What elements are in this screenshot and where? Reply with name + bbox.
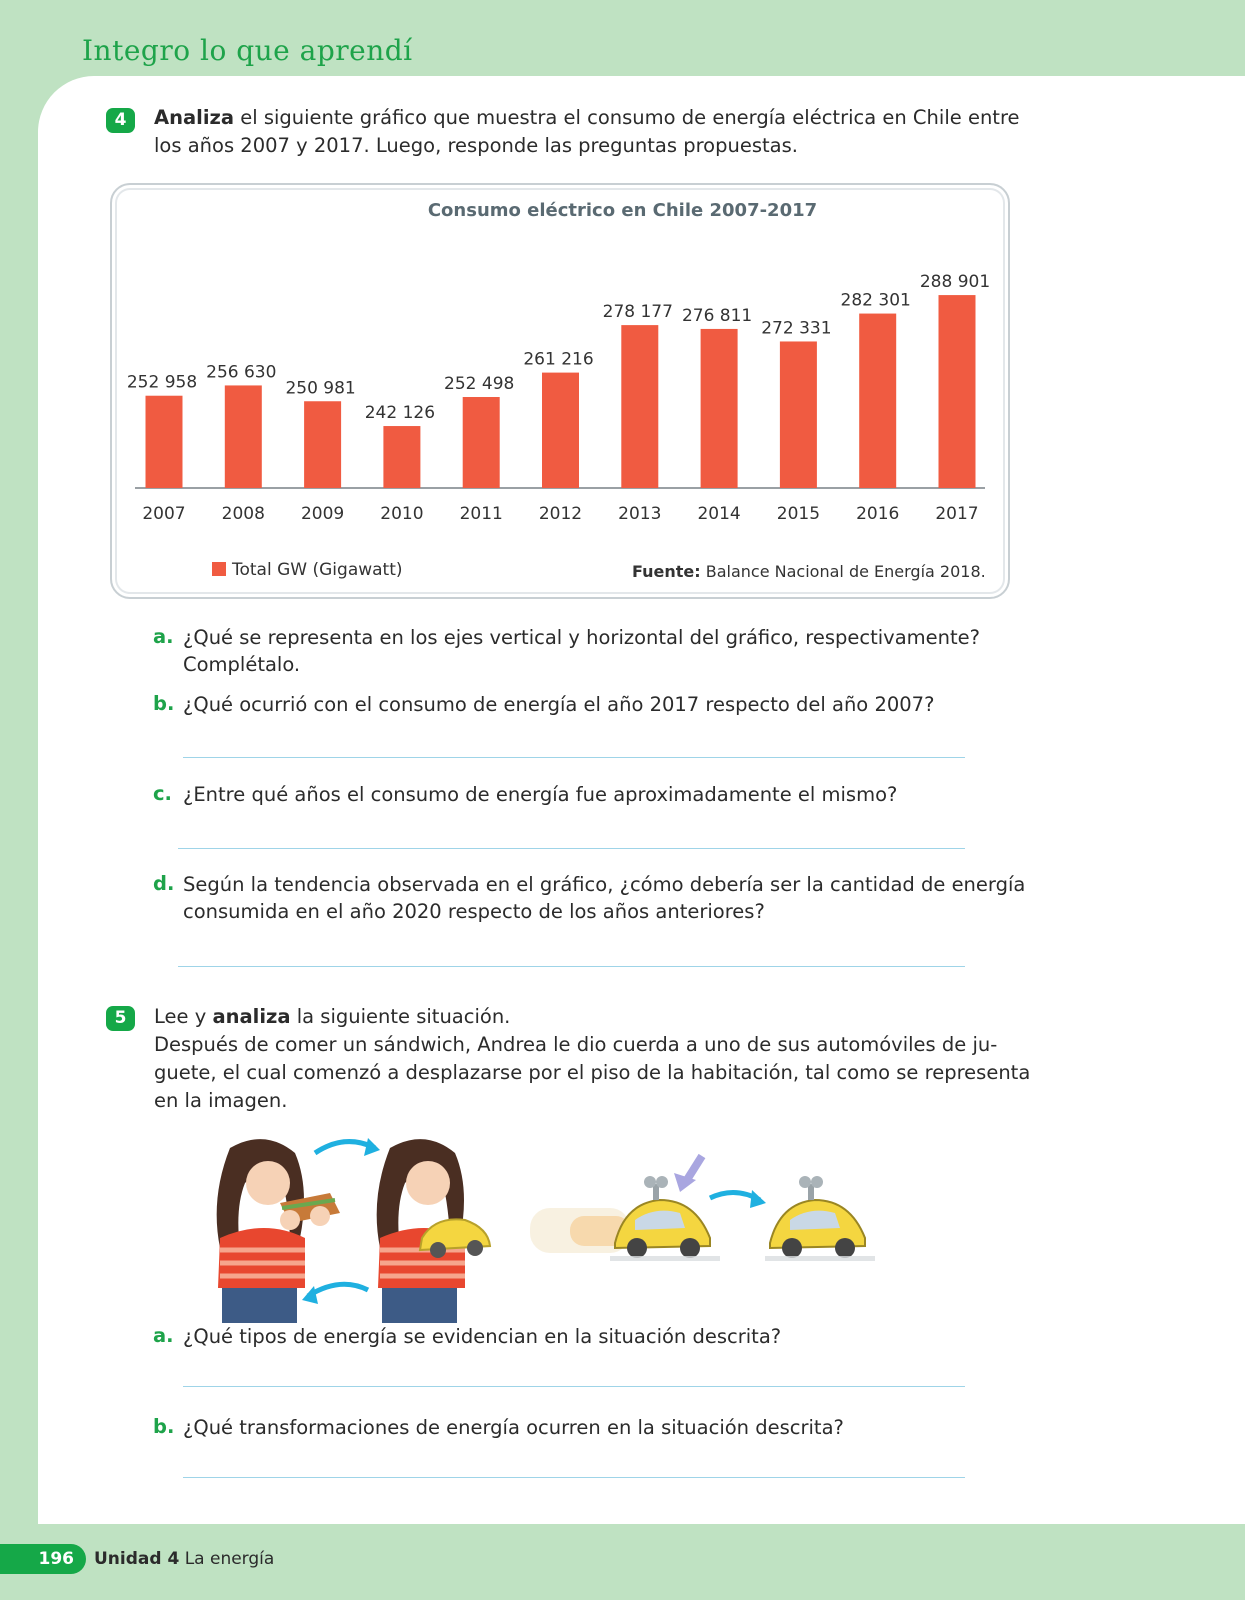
situation-illustration xyxy=(190,1128,910,1328)
q4b-text: ¿Qué ocurrió con el consumo de energía el año 2017 respecto del año 2007? xyxy=(183,693,935,716)
q4a-line1: ¿Qué se representa en los ejes vertical y horizontal del gráfico, respectivamente? xyxy=(183,626,981,649)
legend-label: Total GW (Gigawatt) xyxy=(232,560,403,580)
x-tick-label-2017: 2017 xyxy=(935,504,979,524)
x-tick-label-2008: 2008 xyxy=(221,504,265,524)
q4-intro-line1: el siguiente gráfico que muestra el consumo de energía eléctrica en Chile entre xyxy=(234,106,1020,129)
page-number: 196 xyxy=(38,1549,74,1569)
q4d-line2: consumida en el año 2020 respecto de los años anteriores? xyxy=(183,900,765,923)
chart-source xyxy=(632,562,986,581)
q5-intro-plain1: Lee y xyxy=(154,1005,213,1028)
bar-chart xyxy=(0,0,1245,600)
moving-toy-car-illustration xyxy=(610,1176,720,1261)
girl-winding-car-illustration xyxy=(377,1139,490,1323)
q4a-text xyxy=(183,624,980,678)
girl-eating-illustration xyxy=(217,1139,340,1323)
q5-intro xyxy=(154,1003,1030,1115)
data-label-2011: 252 498 xyxy=(444,374,515,395)
bar-2010 xyxy=(383,426,420,488)
q5a-text: ¿Qué tipos de energía se evidencian en la situación descrita? xyxy=(183,1325,782,1348)
bar-2008 xyxy=(225,385,262,488)
footer-unit xyxy=(94,1549,274,1569)
data-label-2007: 252 958 xyxy=(126,372,198,393)
chart-title: Consumo eléctrico en Chile 2007-2017 xyxy=(427,200,818,221)
bar-2007 xyxy=(146,396,183,488)
bar-2009 xyxy=(304,401,341,488)
data-label-2013: 278 177 xyxy=(602,302,673,323)
data-label-2010: 242 126 xyxy=(364,403,436,424)
source-text: Balance Nacional de Energía 2018. xyxy=(700,562,986,581)
q4a-line2: Complétalo. xyxy=(183,653,301,676)
page-number-badge xyxy=(0,1544,86,1574)
curved-arrow-bottom-icon xyxy=(302,1284,368,1304)
source-bold: Fuente: xyxy=(632,562,701,581)
answer-line-q5b[interactable] xyxy=(183,1477,965,1478)
q4d-letter: d. xyxy=(153,872,175,895)
q4-intro-line2: los años 2007 y 2017. Luego, responde las preguntas propuestas. xyxy=(154,134,798,157)
bar-2014 xyxy=(701,329,738,488)
data-label-2017: 288 901 xyxy=(919,272,991,293)
toy-car-illustration xyxy=(765,1176,875,1261)
q5-body-line1: Después de comer un sándwich, Andrea le dio cuerda a uno de sus automóviles de ju- xyxy=(154,1033,998,1056)
data-label-2016: 282 301 xyxy=(840,290,911,311)
answer-line-q5a[interactable] xyxy=(183,1386,965,1387)
bar-2015 xyxy=(780,341,817,488)
q4b-letter: b. xyxy=(153,692,175,715)
q4d-line1: Según la tendencia observada en el gráfico, ¿cómo debería ser la cantidad de energía xyxy=(183,873,1026,896)
q4d-text xyxy=(183,871,1025,925)
data-label-2012: 261 216 xyxy=(523,349,594,370)
bar-2017 xyxy=(939,295,976,488)
data-label-2009: 250 981 xyxy=(285,378,356,399)
x-tick-label-2013: 2013 xyxy=(618,504,662,524)
q5-intro-bold: analiza xyxy=(212,1005,291,1028)
activity-number-badge: 4 xyxy=(106,108,135,133)
answer-line-q4d[interactable] xyxy=(178,966,965,967)
chart-legend xyxy=(212,560,403,580)
x-tick-label-2007: 2007 xyxy=(142,504,186,524)
q5a-letter: a. xyxy=(153,1324,174,1347)
q5b-text: ¿Qué transformaciones de energía ocurren en la situación descrita? xyxy=(183,1416,844,1439)
answer-line-q4b[interactable] xyxy=(183,757,965,758)
x-tick-label-2011: 2011 xyxy=(459,504,503,524)
q5-body-line2: guete, el cual comenzó a desplazarse por el piso de la habitación, tal como se representa xyxy=(154,1061,1031,1084)
answer-line-q4c[interactable] xyxy=(178,848,965,849)
q5b-letter: b. xyxy=(153,1415,175,1438)
data-label-2015: 272 331 xyxy=(761,318,832,339)
x-tick-label-2015: 2015 xyxy=(776,504,821,524)
data-label-2008: 256 630 xyxy=(206,362,277,383)
activity-number-badge-5: 5 xyxy=(106,1006,135,1031)
curved-arrow-top-icon xyxy=(315,1138,380,1156)
bar-2012 xyxy=(542,373,579,488)
q5-intro-plain2: la siguiente situación. xyxy=(290,1005,511,1028)
x-tick-label-2009: 2009 xyxy=(300,504,345,524)
q5-body-line3: en la imagen. xyxy=(154,1089,288,1112)
q4c-text: ¿Entre qué años el consumo de energía fue aproximadamente el mismo? xyxy=(183,783,898,806)
x-tick-label-2010: 2010 xyxy=(380,504,424,524)
legend-swatch xyxy=(212,562,226,576)
x-tick-label-2014: 2014 xyxy=(697,504,741,524)
x-tick-label-2016: 2016 xyxy=(856,504,900,524)
q4-intro-bold: Analiza xyxy=(154,106,235,129)
bar-2011 xyxy=(463,397,500,488)
data-label-2014: 276 811 xyxy=(681,305,753,326)
bar-2016 xyxy=(859,314,896,488)
footer-unit-bold: Unidad 4 xyxy=(94,1549,180,1569)
q4c-letter: c. xyxy=(153,782,172,805)
wind-up-arrow-icon xyxy=(674,1156,702,1192)
x-tick-label-2012: 2012 xyxy=(538,504,583,524)
section-title: Integro lo que aprendí xyxy=(82,34,413,67)
footer-unit-text: La energía xyxy=(179,1549,275,1569)
bar-2013 xyxy=(621,325,658,488)
q4a-letter: a. xyxy=(153,625,174,648)
motion-arrow-icon xyxy=(710,1190,766,1208)
